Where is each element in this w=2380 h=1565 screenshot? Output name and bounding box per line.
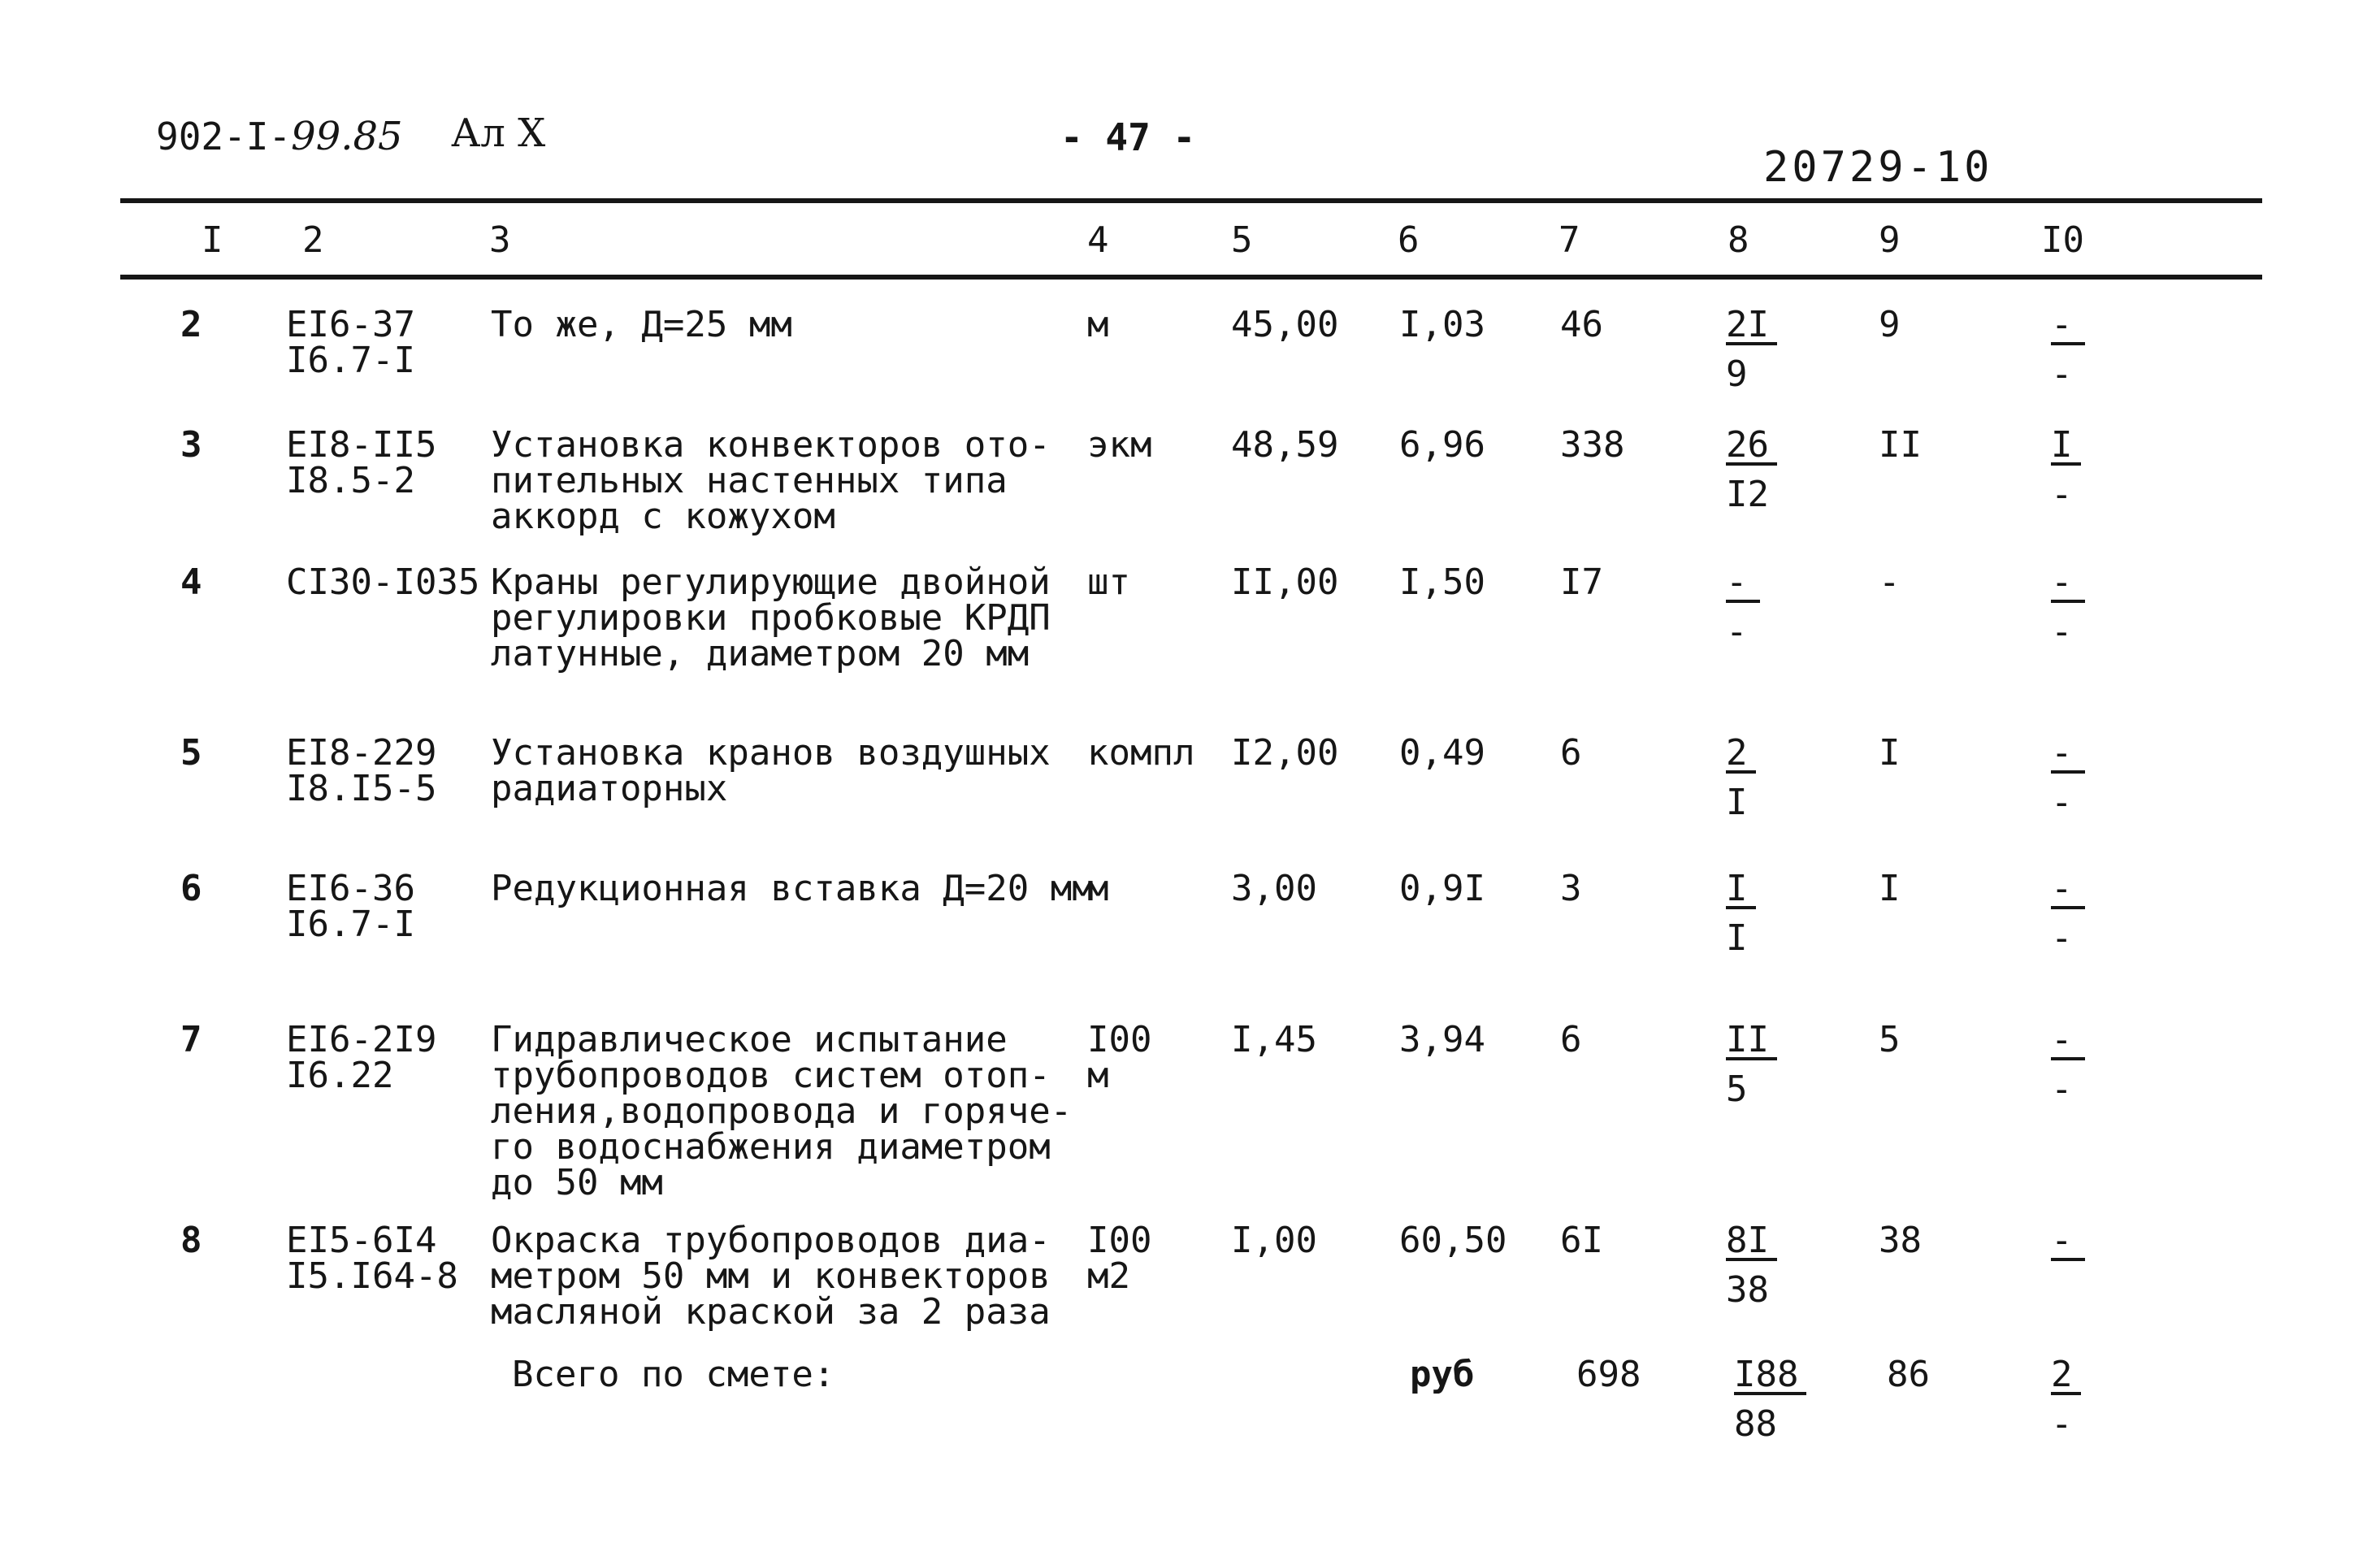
col-header-10: I0 bbox=[2041, 219, 2084, 261]
total-col8 bbox=[1734, 1354, 1806, 1445]
row-description: Установка кранов воздушных радиаторных bbox=[491, 732, 1051, 809]
row-col8-numerator: 26 bbox=[1726, 428, 1777, 466]
row-col8 bbox=[1726, 561, 1760, 652]
row-code: EI6-2I9 I6.22 bbox=[286, 1019, 437, 1096]
total-col8-denominator: 88 bbox=[1734, 1403, 1777, 1445]
row-col10-denominator: - bbox=[2051, 917, 2073, 959]
row-unit-price: 0,49 bbox=[1399, 732, 1485, 774]
row-col9: - bbox=[1879, 561, 1901, 603]
row-col8-numerator: 2 bbox=[1726, 736, 1756, 774]
row-unit: шт bbox=[1087, 561, 1130, 603]
col-header-3: 3 bbox=[489, 219, 511, 261]
row-code: CI30-I035 bbox=[286, 561, 480, 603]
col-header-5: 5 bbox=[1231, 219, 1253, 261]
row-col10 bbox=[2051, 732, 2085, 823]
page-number: - 47 - bbox=[1060, 115, 1196, 159]
row-col8-numerator: 2I bbox=[1726, 308, 1777, 345]
row-total: 6 bbox=[1560, 1019, 1582, 1060]
row-unit-price: 0,9I bbox=[1399, 868, 1485, 909]
row-col8-numerator: II bbox=[1726, 1023, 1777, 1060]
row-unit-price: 3,94 bbox=[1399, 1019, 1485, 1060]
row-col10 bbox=[2051, 868, 2085, 959]
row-number: 4 bbox=[180, 561, 202, 603]
row-code: EI6-36 I6.7-I bbox=[286, 868, 415, 945]
row-col8-denominator: 5 bbox=[1726, 1069, 1748, 1110]
total-sum: 698 bbox=[1576, 1354, 1641, 1395]
row-quantity: 3,00 bbox=[1231, 868, 1317, 909]
row-col8-denominator: 38 bbox=[1726, 1269, 1769, 1311]
row-unit-price: 60,50 bbox=[1399, 1220, 1507, 1261]
row-col10-denominator: - bbox=[2051, 782, 2073, 823]
document-code bbox=[156, 114, 403, 159]
row-total: 3 bbox=[1560, 868, 1582, 909]
row-total: 6 bbox=[1560, 732, 1582, 774]
row-col8 bbox=[1726, 1220, 1777, 1311]
row-col8-denominator: I bbox=[1726, 917, 1748, 959]
row-col10-numerator: - bbox=[2051, 736, 2085, 774]
row-col8 bbox=[1726, 868, 1756, 959]
row-col8 bbox=[1726, 304, 1777, 395]
row-col8-numerator: 8I bbox=[1726, 1224, 1777, 1261]
row-col10 bbox=[2051, 304, 2085, 395]
row-col10-numerator: - bbox=[2051, 308, 2085, 345]
top-rule bbox=[120, 198, 2262, 203]
row-col8 bbox=[1726, 424, 1777, 515]
album-label: Ал X bbox=[451, 111, 546, 156]
row-description: Гидравлическое испытание трубопроводов систем отоп- ления,водопровода и горяче- го водоснабжения диаметром до 50 мм bbox=[491, 1019, 1073, 1203]
row-total: 6I bbox=[1560, 1220, 1603, 1261]
row-number: 5 bbox=[180, 732, 202, 774]
row-col8-denominator: 9 bbox=[1726, 353, 1748, 395]
total-unit: руб bbox=[1410, 1354, 1475, 1395]
row-col10-numerator: I bbox=[2051, 428, 2081, 466]
total-label: Всего по смете: bbox=[512, 1354, 835, 1395]
row-code: EI6-37 I6.7-I bbox=[286, 304, 415, 381]
total-col10-denominator: - bbox=[2051, 1403, 2073, 1445]
row-code: EI8-229 I8.I5-5 bbox=[286, 732, 437, 809]
row-description: То же, Д=25 мм bbox=[491, 304, 792, 345]
row-unit: I00 м bbox=[1087, 1019, 1152, 1096]
row-col9: I bbox=[1879, 868, 1901, 909]
row-col9: I bbox=[1879, 732, 1901, 774]
row-unit-price: I,03 bbox=[1399, 304, 1485, 345]
col-header-7: 7 bbox=[1558, 219, 1580, 261]
row-col10-numerator: - bbox=[2051, 872, 2085, 909]
row-total: 46 bbox=[1560, 304, 1603, 345]
col-header-4: 4 bbox=[1087, 219, 1109, 261]
row-col10-denominator: - bbox=[2051, 1069, 2073, 1110]
row-col10-denominator: - bbox=[2051, 611, 2073, 652]
row-col9: 9 bbox=[1879, 304, 1901, 345]
row-col10-denominator: - bbox=[2051, 353, 2073, 395]
row-col8-numerator: I bbox=[1726, 872, 1756, 909]
row-col8-denominator: I2 bbox=[1726, 474, 1769, 515]
row-number: 7 bbox=[180, 1019, 202, 1060]
row-quantity: I,00 bbox=[1231, 1220, 1317, 1261]
document-code-typed: 902-I- bbox=[156, 115, 292, 158]
row-unit: экм bbox=[1087, 424, 1152, 466]
row-unit: м bbox=[1087, 868, 1109, 909]
row-total: 338 bbox=[1560, 424, 1625, 466]
header-rule bbox=[120, 275, 2262, 280]
row-quantity: I2,00 bbox=[1231, 732, 1339, 774]
row-description: Окраска трубопроводов диа- метром 50 мм и конвекторов масляной краской за 2 раза bbox=[491, 1220, 1051, 1333]
row-col9: 38 bbox=[1879, 1220, 1922, 1261]
row-col8 bbox=[1726, 1019, 1777, 1110]
row-quantity: 48,59 bbox=[1231, 424, 1339, 466]
col-header-8: 8 bbox=[1728, 219, 1749, 261]
row-unit: I00 м2 bbox=[1087, 1220, 1152, 1297]
total-col10 bbox=[2051, 1354, 2081, 1445]
row-col10 bbox=[2051, 424, 2081, 515]
document-code-handwritten: 99.85 bbox=[291, 114, 403, 159]
row-quantity: I,45 bbox=[1231, 1019, 1317, 1060]
sheet-code: 20729-10 bbox=[1763, 143, 1993, 192]
row-unit-price: I,50 bbox=[1399, 561, 1485, 603]
col-header-9: 9 bbox=[1879, 219, 1901, 261]
row-col10-numerator: - bbox=[2051, 1224, 2085, 1261]
row-col10 bbox=[2051, 561, 2085, 652]
row-description: Установка конвекторов ото- пительных настенных типа аккорд с кожухом bbox=[491, 424, 1051, 537]
row-col8 bbox=[1726, 732, 1756, 823]
row-unit: компл bbox=[1087, 732, 1195, 774]
row-col10-numerator: - bbox=[2051, 1023, 2085, 1060]
col-header-6: 6 bbox=[1398, 219, 1420, 261]
col-header-1: I bbox=[202, 219, 223, 261]
row-col8-numerator: - bbox=[1726, 566, 1760, 603]
row-unit: м bbox=[1087, 304, 1109, 345]
row-col8-denominator: I bbox=[1726, 782, 1748, 823]
total-col10-numerator: 2 bbox=[2051, 1358, 2081, 1395]
row-number: 2 bbox=[180, 304, 202, 345]
row-description: Краны регулирующие двойной регулировки пробковые КРДП латунные, диаметром 20 мм bbox=[491, 561, 1051, 674]
row-description: Редукционная вставка Д=20 мм bbox=[491, 868, 1094, 909]
row-col9: 5 bbox=[1879, 1019, 1901, 1060]
col-header-2: 2 bbox=[302, 219, 324, 261]
row-number: 3 bbox=[180, 424, 202, 466]
total-col8-numerator: I88 bbox=[1734, 1358, 1806, 1395]
row-total: I7 bbox=[1560, 561, 1603, 603]
row-col10 bbox=[2051, 1019, 2085, 1110]
total-col9: 86 bbox=[1887, 1354, 1930, 1395]
row-code: EI5-6I4 I5.I64-8 bbox=[286, 1220, 458, 1297]
row-number: 8 bbox=[180, 1220, 202, 1261]
row-col10 bbox=[2051, 1220, 2085, 1261]
row-col8-denominator: - bbox=[1726, 611, 1748, 652]
row-col10-denominator: - bbox=[2051, 474, 2073, 515]
row-col10-numerator: - bbox=[2051, 566, 2085, 603]
row-number: 6 bbox=[180, 868, 202, 909]
row-quantity: II,00 bbox=[1231, 561, 1339, 603]
row-unit-price: 6,96 bbox=[1399, 424, 1485, 466]
row-quantity: 45,00 bbox=[1231, 304, 1339, 345]
row-code: EI8-II5 I8.5-2 bbox=[286, 424, 437, 501]
row-col9: II bbox=[1879, 424, 1922, 466]
